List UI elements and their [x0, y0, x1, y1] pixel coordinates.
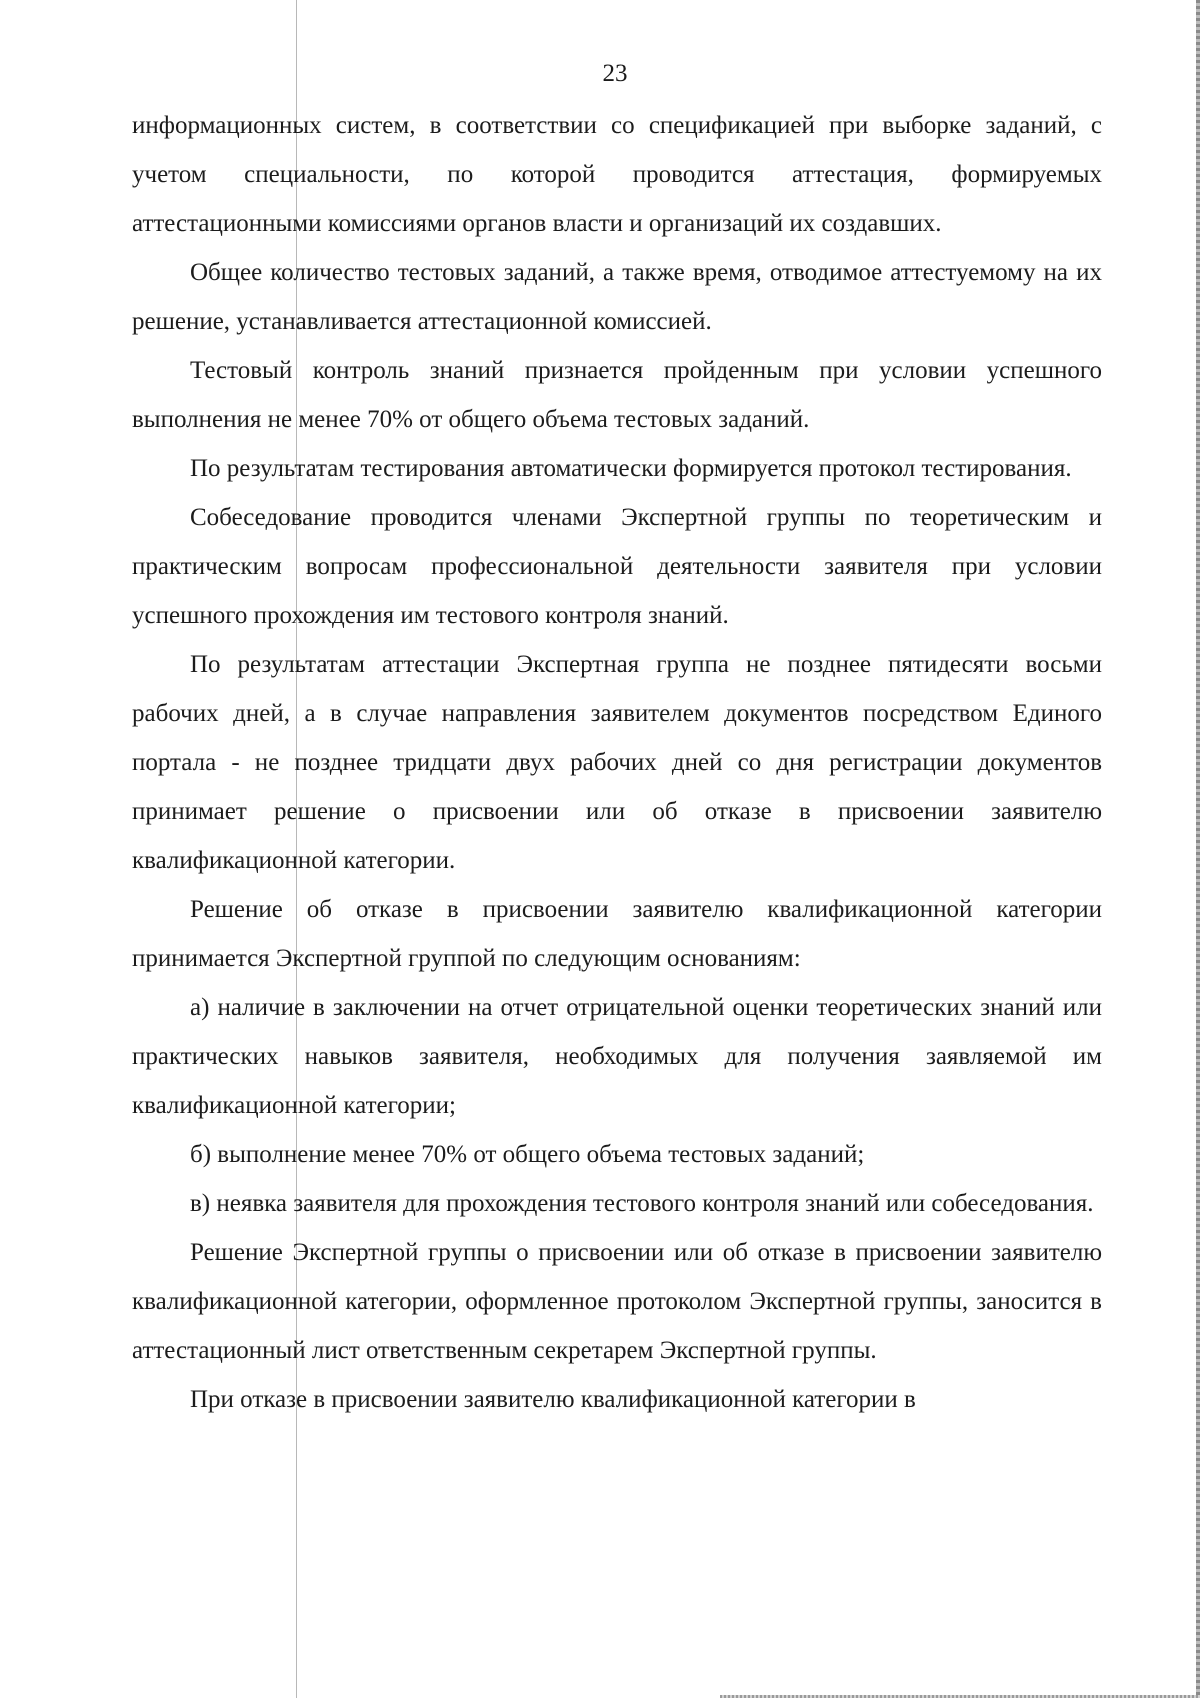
paragraph: информационных систем, в соответствии со спецификацией при выборке заданий, с учетом специальности, по которой проводится аттестация, формируемых аттестационными комиссиями органов власти и организаций их создавших. [132, 112, 1102, 237]
scan-edge-shadow [1196, 0, 1200, 1698]
list-item-a: а) наличие в заключении на отчет отрицательной оценки теоретических знаний или практических навыков заявителя, необходимых для получения заявляемой им квалификационной категории; [132, 994, 1102, 1119]
paragraph: Тестовый контроль знаний признается пройденным при условии успешного выполнения не менее 70% от общего объема тестовых заданий. [132, 357, 1102, 433]
paragraph: При отказе в присвоении заявителю квалификационной категории в [190, 1386, 916, 1413]
document-body [132, 101, 1102, 1424]
list-item-b: б) выполнение менее 70% от общего объема тестовых заданий; [190, 1141, 865, 1168]
paragraph: По результатам аттестации Экспертная группа не позднее пятидесяти восьми рабочих дней, а в случае направления заявителем документов посредством Единого портала - не позднее тридцати двух рабочих дней со дня регистрации документов принимает решение о присвоении или об отказе в присвоении заявителю квалификационной категории. [132, 651, 1102, 874]
list-item-v: в) неявка заявителя для прохождения тестового контроля знаний или собеседования. [190, 1190, 1094, 1217]
page-number: 23 [602, 60, 628, 87]
paragraph: Собеседование проводится членами Экспертной группы по теоретическим и практическим вопросам профессиональной деятельности заявителя при условии успешного прохождения им тестового контроля знаний. [132, 504, 1102, 629]
paragraph: Общее количество тестовых заданий, а также время, отводимое аттестуемому на их решение, устанавливается аттестационной комиссией. [132, 259, 1102, 335]
paragraph: Решение Экспертной группы о присвоении или об отказе в присвоении заявителю квалификационной категории, оформленное протоколом Экспертной группы, заносится в аттестационный лист ответственным секретарем Экспертной группы. [132, 1239, 1102, 1364]
paragraph: Решение об отказе в присвоении заявителю квалификационной категории принимается Экспертной группой по следующим основаниям: [132, 896, 1102, 972]
paragraph: По результатам тестирования автоматически формируется протокол тестирования. [190, 455, 1072, 482]
